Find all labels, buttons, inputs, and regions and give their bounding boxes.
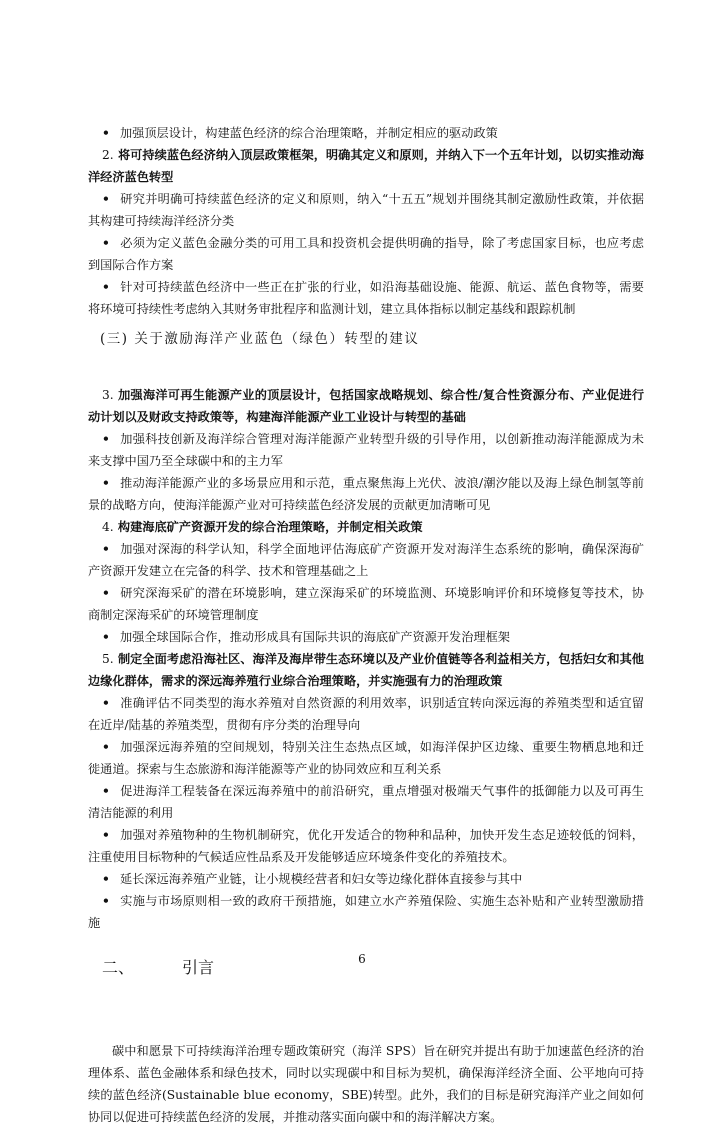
page-number: 6 xyxy=(358,952,366,966)
section-number: 二、 xyxy=(102,958,135,977)
bullet-item xyxy=(88,188,644,232)
bullet-text: 加强全球国际合作，推动形成具有国际共识的海底矿产资源开发治理框架 xyxy=(120,630,510,644)
bullet-icon: • xyxy=(102,126,110,140)
bullet-text: 加强深远海养殖的空间规划，特别关注生态热点区域，如海洋保护区边缘、重要生物栖息地和迁徙通道。探索与生态旅游和海洋能源等产业的协同效应和互利关系 xyxy=(88,740,644,776)
bullet-icon: • xyxy=(102,630,110,644)
bullet-item xyxy=(88,538,644,582)
bullet-item xyxy=(88,626,644,648)
recommendations-block-governance xyxy=(88,122,644,320)
bullet-text: 推动海洋能源产业的多场景应用和示范，重点聚焦海上光伏、波浪/潮汐能以及海上绿色制氢等前景的战略方向，使海洋能源产业对可持续蓝色经济发展的贡献更加清晰可见 xyxy=(88,476,644,512)
recommendations-block-industry xyxy=(88,384,644,934)
bullet-item xyxy=(88,232,644,276)
bullet-item xyxy=(88,472,644,516)
bullet-icon: • xyxy=(102,586,110,600)
recommendation-text: 制定全面考虑沿海社区、海洋及海岸带生态环境以及产业价值链等各利益相关方，包括妇女和其他边缘化群体，需求的深远海养殖行业综合治理策略，并实施强有力的治理政策 xyxy=(88,652,644,688)
recommendation-number: 5. xyxy=(102,652,114,666)
bullet-icon: • xyxy=(102,192,110,206)
bullet-icon: • xyxy=(102,542,110,556)
bullet-item xyxy=(88,276,644,320)
bullet-text: 必须为定义蓝色金融分类的可用工具和投资机会提供明确的指导，除了考虑国家目标，也应考虑到国际合作方案 xyxy=(88,236,644,272)
bullet-text: 准确评估不同类型的海水养殖对自然资源的利用效率，识别适宜转向深远海的养殖类型和适宜留在近岸/陆基的养殖类型，贯彻有序分类的治理导向 xyxy=(88,696,644,732)
section-title: 引言 xyxy=(182,958,215,977)
bullet-item xyxy=(88,582,644,626)
bullet-text: 针对可持续蓝色经济中一些正在扩张的行业，如沿海基础设施、能源、航运、蓝色食物等，需要将环境可持续性考虑纳入其财务审批程序和监测计划，建立具体指标以制定基线和跟踪机制 xyxy=(88,280,644,316)
bullet-item xyxy=(88,736,644,780)
bullet-icon: • xyxy=(102,696,110,710)
bullet-item xyxy=(88,122,644,144)
subsection-heading: (三) 关于激励海洋产业蓝色（绿色）转型的建议 xyxy=(100,331,420,347)
numbered-recommendation xyxy=(88,648,644,692)
recommendation-number: 3. xyxy=(102,388,114,402)
recommendation-text: 构建海底矿产资源开发的综合治理策略，并制定相关政策 xyxy=(117,520,423,534)
recommendation-text: 加强海洋可再生能源产业的顶层设计，包括国家战略规划、综合性/复合性资源分布、产业促进行动计划以及财政支持政策等，构建海洋能源产业工业设计与转型的基础 xyxy=(88,388,645,424)
recommendation-text: 将可持续蓝色经济纳入顶层政策框架，明确其定义和原则，并纳入下一个五年计划，以切实推动海洋经济蓝色转型 xyxy=(88,148,644,184)
bullet-item xyxy=(88,428,644,472)
bullet-text: 延长深远海养殖产业链，让小规模经营者和妇女等边缘化群体直接参与其中 xyxy=(120,872,523,886)
bullet-item xyxy=(88,824,644,868)
recommendation-number: 2. xyxy=(102,148,114,162)
bullet-item xyxy=(88,780,644,824)
bullet-item xyxy=(88,868,644,890)
bullet-icon: • xyxy=(102,740,110,754)
bullet-text: 促进海洋工程装备在深远海养殖中的前沿研究，重点增强对极端天气事件的抵御能力以及可再生清洁能源的利用 xyxy=(88,784,644,820)
bullet-icon: • xyxy=(102,894,110,908)
bullet-icon: • xyxy=(102,872,110,886)
bullet-text: 研究深海采矿的潜在环境影响，建立深海采矿的环境监测、环境影响评价和环境修复等技术，协商制定深海采矿的环境管理制度 xyxy=(88,586,644,622)
bullet-text: 加强对养殖物种的生物机制研究，优化开发适合的物种和品种，加快开发生态足迹较低的饲料，注重使用目标物种的气候适应性品系及开发能够适应环境条件变化的养殖技术。 xyxy=(88,828,644,864)
spacer xyxy=(88,980,644,1040)
numbered-recommendation xyxy=(88,144,644,188)
intro-paragraph: 碳中和愿景下可持续海洋治理专题政策研究（海洋 SPS）旨在研究并提出有助于加速蓝色经济的治理体系、蓝色金融体系和绿色技术，同时以实现碳中和目标为契机，确保海洋经济全面、公平地向可持续的蓝色经济(Sustainable blue economy，SBE)转型。此外，我们的目标是研究海洋产业之间如何协同以促进可持续蓝色经济的发展，并推动落实面向碳中和的海洋解决方案。 xyxy=(88,1044,644,1124)
recommendation-number: 4. xyxy=(102,520,114,534)
bullet-icon: • xyxy=(102,236,110,250)
spacer xyxy=(88,350,644,384)
numbered-recommendation xyxy=(88,516,644,538)
page-content xyxy=(88,122,644,1128)
bullet-item xyxy=(88,890,644,934)
bullet-item xyxy=(88,692,644,736)
bullet-icon: • xyxy=(102,432,110,446)
bullet-icon: • xyxy=(102,476,110,490)
bullet-icon: • xyxy=(102,280,110,294)
bullet-text: 加强科技创新及海洋综合管理对海洋能源产业转型升级的引导作用，以创新推动海洋能源成为未来支撑中国乃至全球碳中和的主力军 xyxy=(88,432,644,468)
bullet-text: 实施与市场原则相一致的政府干预措施，如建立水产养殖保险、实施生态补贴和产业转型激励措施 xyxy=(88,894,644,930)
bullet-icon: • xyxy=(102,784,110,798)
bullet-text: 研究并明确可持续蓝色经济的定义和原则，纳入“十五五”规划并围绕其制定激励性政策，并依据其构建可持续海洋经济分类 xyxy=(88,192,644,228)
bullet-icon: • xyxy=(102,828,110,842)
bullet-text: 加强对深海的科学认知，科学全面地评估海底矿产资源开发对海洋生态系统的影响，确保深海矿产资源开发建立在完备的科学、技术和管理基础之上 xyxy=(88,542,644,578)
numbered-recommendation xyxy=(88,384,644,428)
bullet-text: 加强顶层设计，构建蓝色经济的综合治理策略，并制定相应的驱动政策 xyxy=(120,126,498,140)
